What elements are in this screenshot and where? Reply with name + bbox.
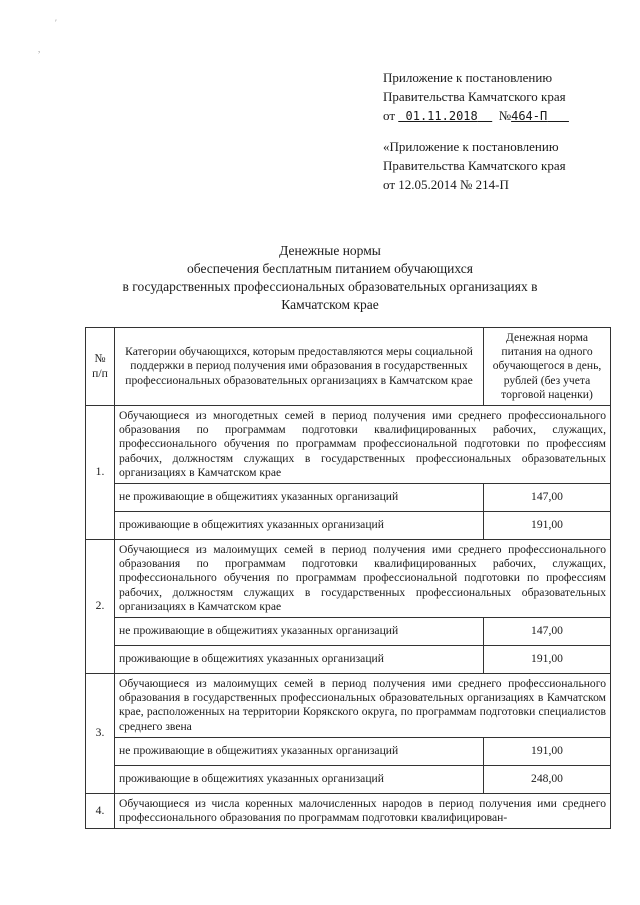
row-number: 2. [86, 540, 115, 674]
subrow-label: не проживающие в общежитиях указанных организаций [115, 737, 484, 765]
appendix-original-header [383, 137, 566, 194]
resolution-number: 464-П [511, 109, 548, 123]
subrow-value: 191,00 [484, 512, 611, 540]
subrow-value: 147,00 [484, 618, 611, 646]
appendix-line: от 12.05.2014 № 214-П [383, 177, 509, 192]
subrow-label: не проживающие в общежитиях указанных организаций [115, 618, 484, 646]
row-number: 4. [86, 793, 115, 828]
appendix-date-line [383, 106, 569, 126]
resolution-date: 01.11.2018 [405, 109, 478, 123]
table-row [86, 674, 611, 738]
scan-mark: , [38, 44, 41, 54]
appendix-line: Правительства Камчатского края [383, 158, 566, 173]
subrow-value: 191,00 [484, 646, 611, 674]
scan-mark: ′ [55, 18, 57, 28]
table-subrow [86, 512, 611, 540]
row-number: 1. [86, 406, 115, 540]
row-category: Обучающиеся из многодетных семей в период получения ими среднего профессионального образования по программам подготовки квалифицированных рабочих, служащих, профессионального обучения по программам профессиональной подготовки по профессиям рабочих, должностям служащих в государственных профессиональных образовательных организациях в Камчатском крае [115, 406, 611, 484]
table-subrow [86, 484, 611, 512]
subrow-label: проживающие в общежитиях указанных организаций [115, 646, 484, 674]
subrow-label: проживающие в общежитиях указанных организаций [115, 765, 484, 793]
title-line: Камчатском крае [281, 297, 379, 312]
row-category: Обучающиеся из числа коренных малочисленных народов в период получения ими среднего профессионального образования по программам подготовки квалифицирован- [115, 793, 611, 828]
row-number: 3. [86, 674, 115, 794]
header-norm: Денежная норма питания на одного обучающегося в день, рублей (без учета торговой наценки) [484, 328, 611, 406]
table-header-row [86, 328, 611, 406]
table-subrow [86, 765, 611, 793]
table-row [86, 406, 611, 484]
row-category: Обучающиеся из малоимущих семей в период получения ими среднего профессионального образования в государственных профессиональных образовательных организациях в Камчатском крае, расположенных на территории Корякского округа, по программам подготовки специалистов среднего звена [115, 674, 611, 738]
subrow-value: 191,00 [484, 737, 611, 765]
appendix-line: «Приложение к постановлению [383, 139, 559, 154]
norms-table [85, 327, 611, 829]
table-row [86, 540, 611, 618]
document-title [60, 242, 600, 314]
subrow-value: 147,00 [484, 484, 611, 512]
row-category: Обучающиеся из малоимущих семей в период получения ими среднего профессионального образования по программам подготовки квалифицированных рабочих, служащих, профессионального обучения по программам профессиональной подготовки по профессиям рабочих, должностям служащих в государственных профессиональных образовательных организациях в Камчатском крае [115, 540, 611, 618]
table-subrow [86, 646, 611, 674]
number-sign: № [498, 108, 512, 123]
table-row [86, 793, 611, 828]
appendix-current-header [383, 68, 569, 126]
subrow-label: проживающие в общежитиях указанных организаций [115, 512, 484, 540]
title-line: Денежные нормы [279, 243, 381, 258]
header-num: № п/п [86, 328, 115, 406]
table-subrow [86, 618, 611, 646]
subrow-value: 248,00 [484, 765, 611, 793]
title-line: обеспечения бесплатным питанием обучающихся [187, 261, 473, 276]
subrow-label: не проживающие в общежитиях указанных организаций [115, 484, 484, 512]
title-line: в государственных профессиональных образовательных организациях в [122, 279, 538, 294]
table-subrow [86, 737, 611, 765]
from-word: от [383, 108, 396, 123]
header-category: Категории обучающихся, которым предоставляются меры социальной поддержки в период получения ими образования в государственных профессиональных образовательных организациях в Камчатском крае [115, 328, 484, 406]
appendix-line: Приложение к постановлению [383, 70, 553, 85]
appendix-line: Правительства Камчатского края [383, 89, 566, 104]
